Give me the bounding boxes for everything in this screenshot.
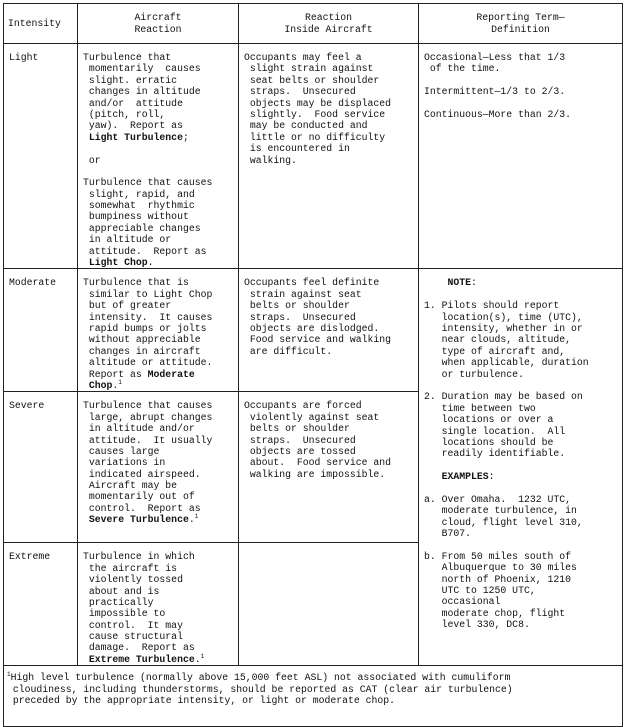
text-line	[83, 563, 234, 574]
text-segment: :	[488, 471, 495, 483]
text-line	[244, 300, 414, 311]
text-segment: control. Report as	[83, 502, 201, 514]
text-line	[424, 346, 618, 357]
text-segment: intensity, whether in or	[424, 322, 583, 334]
text-line	[424, 380, 618, 391]
intensity-cell	[4, 543, 77, 562]
text-segment: Occupants feel definite	[244, 277, 380, 289]
text-segment: Light Chop	[83, 257, 148, 269]
text-segment: Occasional—Less that 1/3	[424, 52, 566, 63]
footnote-marker: 1	[7, 671, 11, 679]
text-segment: violently against seat	[244, 411, 380, 423]
text-segment: changes in altitude	[83, 86, 201, 98]
text-line	[7, 684, 618, 695]
intensity-cell	[4, 44, 77, 63]
text-segment: changes in aircraft	[83, 345, 201, 357]
text-line	[424, 460, 618, 471]
text-segment: Chop	[83, 379, 113, 391]
text-segment: UTC to 1250 UTC,	[424, 584, 536, 596]
text-line	[424, 619, 618, 630]
text-segment: Definition	[491, 23, 550, 35]
text-line	[424, 86, 618, 97]
header-intensity	[4, 4, 78, 44]
text-segment: moderate chop, flight	[424, 607, 566, 619]
text-line	[83, 246, 234, 257]
text-line	[424, 551, 618, 562]
text-line	[83, 346, 234, 357]
text-line	[83, 608, 234, 619]
text-segment: are difficult.	[244, 345, 333, 357]
text-line	[424, 414, 618, 425]
text-segment: Occupants may feel a	[244, 52, 362, 63]
text-line	[83, 412, 234, 423]
text-line	[83, 369, 234, 380]
text-line	[244, 469, 414, 480]
text-line	[83, 586, 234, 597]
text-line	[83, 143, 234, 154]
aircraft-reaction-cell	[78, 543, 238, 665]
text-segment: indicated airspeed.	[83, 468, 201, 480]
text-line	[83, 435, 234, 446]
text-line	[83, 52, 234, 63]
text-line	[83, 189, 234, 200]
text-line	[83, 654, 234, 665]
text-segment: straps. Unsecured	[244, 86, 356, 98]
text-segment: seat belts or shoulder	[244, 74, 380, 86]
text-segment: near clouds, altitude,	[424, 334, 571, 346]
text-line	[244, 423, 414, 434]
text-line	[83, 551, 234, 562]
text-line	[83, 620, 234, 631]
text-line	[424, 334, 618, 345]
text-line	[9, 277, 73, 288]
text-line	[244, 323, 414, 334]
text-line	[424, 63, 618, 74]
text-line	[424, 608, 618, 619]
text-segment: Light	[9, 52, 39, 63]
text-segment: .	[112, 379, 119, 391]
text-segment: in altitude or	[83, 234, 172, 246]
text-segment: about and is	[83, 585, 160, 597]
text-segment: altitude or attitude.	[83, 357, 213, 369]
text-line	[244, 52, 414, 63]
text-segment: appreciable changes	[83, 222, 201, 234]
text-line	[424, 539, 618, 550]
text-segment: walking are impossible.	[244, 468, 386, 480]
text-segment: variations in	[83, 457, 166, 469]
inside-reaction-cell	[239, 543, 418, 551]
text-segment: slightly. Food service	[244, 108, 386, 120]
text-segment: slight strain against	[244, 63, 374, 75]
text-line	[83, 380, 234, 391]
text-segment: location(s), time (UTC),	[424, 311, 583, 323]
text-line	[424, 585, 618, 596]
text-line	[83, 514, 234, 525]
intensity-cell	[4, 269, 77, 288]
text-segment: readily identifiable.	[424, 448, 566, 460]
text-line	[424, 52, 618, 63]
text-segment: impossible to	[83, 608, 166, 620]
text-line	[424, 426, 618, 437]
text-line	[83, 423, 234, 434]
text-segment: the aircraft is	[83, 562, 178, 574]
note-cell	[419, 269, 622, 630]
text-segment: Moderate	[147, 368, 195, 380]
text-line	[244, 132, 414, 143]
text-line	[83, 166, 234, 177]
text-line	[424, 517, 618, 528]
text-line	[244, 334, 414, 345]
text-segment: ;	[182, 131, 189, 143]
text-line	[239, 24, 418, 35]
text-segment: 2. Duration may be based on	[424, 391, 583, 403]
text-segment: preceded by the appropriate intensity, or light or moderate chop.	[7, 695, 396, 707]
text-segment: locations or over a	[424, 414, 554, 426]
text-segment: b. From 50 miles south of	[424, 550, 571, 562]
text-segment: :	[471, 277, 477, 289]
text-line	[244, 120, 414, 131]
text-line	[9, 52, 73, 63]
text-segment: Extreme Turbulence	[83, 653, 195, 665]
text-segment: Albuquerque to 30 miles	[424, 562, 577, 574]
table-row-light	[4, 44, 623, 269]
text-line	[83, 289, 234, 300]
text-segment: cloud, flight level 310,	[424, 516, 583, 528]
text-segment: B707.	[424, 528, 472, 540]
text-segment: Reaction	[134, 23, 182, 35]
text-line	[424, 505, 618, 516]
text-segment: occasional	[424, 596, 501, 608]
text-line	[83, 312, 234, 323]
header-reporting-term	[419, 4, 623, 44]
text-segment: moderate turbulence, in	[424, 505, 577, 517]
inside-reaction-cell	[239, 44, 418, 166]
text-line	[83, 642, 234, 653]
text-line	[424, 277, 618, 288]
text-line	[424, 357, 618, 368]
text-segment: time between two	[424, 402, 536, 414]
text-segment: type of aircraft and,	[424, 345, 566, 357]
text-line	[83, 200, 234, 211]
text-line	[83, 300, 234, 311]
text-segment: walking.	[244, 154, 297, 166]
text-segment: locations should be	[424, 436, 554, 448]
text-segment: level 330, DC8.	[424, 619, 530, 631]
text-segment: large, abrupt changes	[83, 411, 213, 423]
text-segment: .	[194, 653, 201, 665]
text-line	[424, 323, 618, 334]
text-segment: .	[147, 257, 154, 269]
text-line	[244, 63, 414, 74]
text-line	[244, 412, 414, 423]
text-segment: or	[83, 154, 101, 166]
text-segment: Extreme	[9, 551, 51, 563]
text-line	[7, 695, 618, 706]
text-segment: belts or shoulder	[244, 423, 350, 435]
text-segment: .	[188, 514, 195, 526]
text-segment: Intensity	[8, 17, 61, 29]
text-line	[424, 391, 618, 402]
text-line	[244, 446, 414, 457]
text-line	[83, 277, 234, 288]
text-line	[78, 12, 238, 23]
text-line	[424, 482, 618, 493]
header-row	[4, 4, 623, 44]
text-segment: momentarily out of	[83, 491, 195, 503]
text-line	[424, 448, 618, 459]
footnote-row	[4, 666, 623, 727]
text-segment: Severe	[9, 400, 45, 412]
text-segment: 1. Pilots should report	[424, 300, 560, 312]
text-line	[83, 574, 234, 585]
text-line	[83, 109, 234, 120]
table-row-moderate	[4, 269, 623, 392]
text-line	[424, 312, 618, 323]
text-segment: objects are dislodged.	[244, 322, 380, 334]
text-segment: single location. All	[424, 425, 566, 437]
text-line	[7, 672, 618, 683]
text-segment: Food service and walking	[244, 334, 391, 346]
text-segment: EXAMPLES	[424, 471, 489, 483]
text-segment: Turbulence that causes	[83, 177, 213, 189]
text-segment: similar to Light Chop	[83, 288, 213, 300]
text-segment: practically	[83, 596, 154, 608]
text-line	[83, 400, 234, 411]
footnote-marker: 1	[194, 513, 199, 521]
text-line	[83, 469, 234, 480]
text-segment: slight. erratic	[83, 74, 178, 86]
text-line	[8, 18, 77, 29]
text-line	[83, 234, 234, 245]
text-segment: NOTE	[424, 277, 472, 289]
text-segment: but of greater	[83, 300, 172, 312]
text-line	[244, 457, 414, 468]
text-segment: in altitude and/or	[83, 423, 195, 435]
text-line	[424, 562, 618, 573]
inside-reaction-cell	[239, 269, 418, 357]
text-line	[9, 400, 73, 411]
text-segment: slight, rapid, and	[83, 188, 195, 200]
text-segment: objects are tossed	[244, 445, 356, 457]
text-line	[244, 277, 414, 288]
text-segment: straps. Unsecured	[244, 434, 356, 446]
text-line	[83, 98, 234, 109]
text-line	[239, 12, 418, 23]
text-segment: attitude. It usually	[83, 434, 213, 446]
text-line	[424, 369, 618, 380]
text-segment: cloudiness, including thunderstorms, should be reported as CAT (clear air turbulence)	[7, 683, 513, 695]
inside-reaction-cell	[239, 392, 418, 480]
text-segment: Turbulence that	[83, 52, 172, 63]
text-segment: is encountered in	[244, 143, 350, 155]
text-segment: cause structural	[83, 631, 183, 643]
text-line	[78, 24, 238, 35]
text-segment: Reporting Term—	[476, 12, 565, 24]
text-segment: violently tossed	[83, 574, 183, 586]
text-line	[83, 457, 234, 468]
text-segment: about. Food service and	[244, 457, 391, 469]
text-segment: somewhat rhythmic	[83, 200, 195, 212]
text-line	[424, 403, 618, 414]
header-reaction-inside-aircraft	[239, 4, 419, 44]
footnote-marker: 1	[200, 652, 205, 660]
text-line	[244, 98, 414, 109]
text-line	[424, 471, 618, 482]
text-segment: objects may be displaced	[244, 97, 391, 109]
text-line	[244, 143, 414, 154]
footnote-marker: 1	[118, 378, 122, 386]
text-segment: causes large	[83, 445, 160, 457]
text-segment: without appreciable	[83, 334, 201, 346]
text-segment: Turbulence that is	[83, 277, 189, 289]
text-line	[244, 75, 414, 86]
text-line	[424, 300, 618, 311]
text-line	[244, 86, 414, 97]
text-segment: Continuous—More than 2/3.	[424, 108, 571, 120]
text-line	[83, 597, 234, 608]
text-line	[424, 289, 618, 300]
aircraft-reaction-cell	[78, 44, 238, 268]
text-segment: High level turbulence (normally above 15,000 feet ASL) not associated with cumuliform	[10, 672, 511, 684]
text-segment: attitude. Report as	[83, 245, 207, 257]
intensity-cell	[4, 392, 77, 411]
text-line	[424, 596, 618, 607]
text-segment: Severe Turbulence	[83, 514, 189, 526]
text-segment: north of Phoenix, 1210	[424, 573, 571, 585]
text-line	[244, 155, 414, 166]
turbulence-reporting-table	[3, 3, 623, 727]
text-segment: Turbulence that causes	[83, 400, 213, 412]
text-line	[83, 177, 234, 188]
text-line	[83, 75, 234, 86]
text-line	[244, 435, 414, 446]
text-segment: a. Over Omaha. 1232 UTC,	[424, 493, 571, 505]
text-line	[83, 446, 234, 457]
text-line	[83, 132, 234, 143]
text-line	[83, 323, 234, 334]
text-segment: Aircraft	[134, 12, 182, 24]
text-line	[83, 357, 234, 368]
text-segment: little or no difficulty	[244, 131, 386, 143]
text-line	[424, 494, 618, 505]
text-segment: intensity. It causes	[83, 311, 213, 323]
text-line	[424, 528, 618, 539]
text-line	[83, 334, 234, 345]
aircraft-reaction-cell	[78, 392, 238, 525]
text-segment: Intermittent—1/3 to 2/3.	[424, 86, 566, 98]
text-segment: Occupants are forced	[244, 400, 362, 412]
text-line	[419, 24, 622, 35]
text-segment: and/or attitude	[83, 97, 183, 109]
text-line	[424, 437, 618, 448]
text-line	[9, 551, 73, 562]
text-segment: Moderate	[9, 277, 57, 289]
text-line	[83, 120, 234, 131]
aircraft-reaction-cell	[78, 269, 238, 391]
text-line	[83, 223, 234, 234]
reporting-term-cell	[419, 44, 622, 120]
text-segment: (pitch, roll,	[83, 108, 166, 120]
text-segment: may be conducted and	[244, 120, 368, 132]
text-segment: bumpiness without	[83, 211, 189, 223]
footnote	[4, 666, 623, 727]
text-line	[244, 346, 414, 357]
text-segment: or turbulence.	[424, 368, 524, 380]
text-line	[83, 63, 234, 74]
text-line	[83, 503, 234, 514]
text-segment: yaw). Report as	[83, 120, 183, 132]
text-line	[244, 312, 414, 323]
text-segment: Aircraft may be	[83, 480, 178, 492]
text-line	[83, 491, 234, 502]
text-line	[83, 211, 234, 222]
text-line	[244, 109, 414, 120]
text-segment: control. It may	[83, 619, 183, 631]
text-segment: belts or shoulder	[244, 300, 350, 312]
text-line	[244, 289, 414, 300]
text-segment: damage. Report as	[83, 642, 195, 654]
text-segment: rapid bumps or jolts	[83, 322, 207, 334]
text-line	[424, 75, 618, 86]
text-line	[83, 631, 234, 642]
text-segment: when applicable, duration	[424, 357, 589, 369]
text-line	[419, 12, 622, 23]
text-segment: Reaction	[304, 12, 353, 24]
header-aircraft-reaction	[78, 4, 239, 44]
text-segment: Light Turbulence	[83, 131, 183, 143]
text-segment: Turbulence in which	[83, 551, 195, 563]
text-segment: of the time.	[424, 63, 501, 75]
text-segment: momentarily causes	[83, 63, 201, 75]
text-segment: straps. Unsecured	[244, 311, 356, 323]
text-line	[424, 574, 618, 585]
text-line	[83, 480, 234, 491]
text-line	[83, 257, 234, 268]
text-line	[83, 86, 234, 97]
text-line	[83, 155, 234, 166]
text-segment: strain against seat	[244, 288, 362, 300]
text-line	[424, 109, 618, 120]
text-segment: Inside Aircraft	[284, 23, 373, 35]
text-line	[244, 400, 414, 411]
text-line	[424, 98, 618, 109]
text-segment: Report as	[83, 368, 148, 380]
